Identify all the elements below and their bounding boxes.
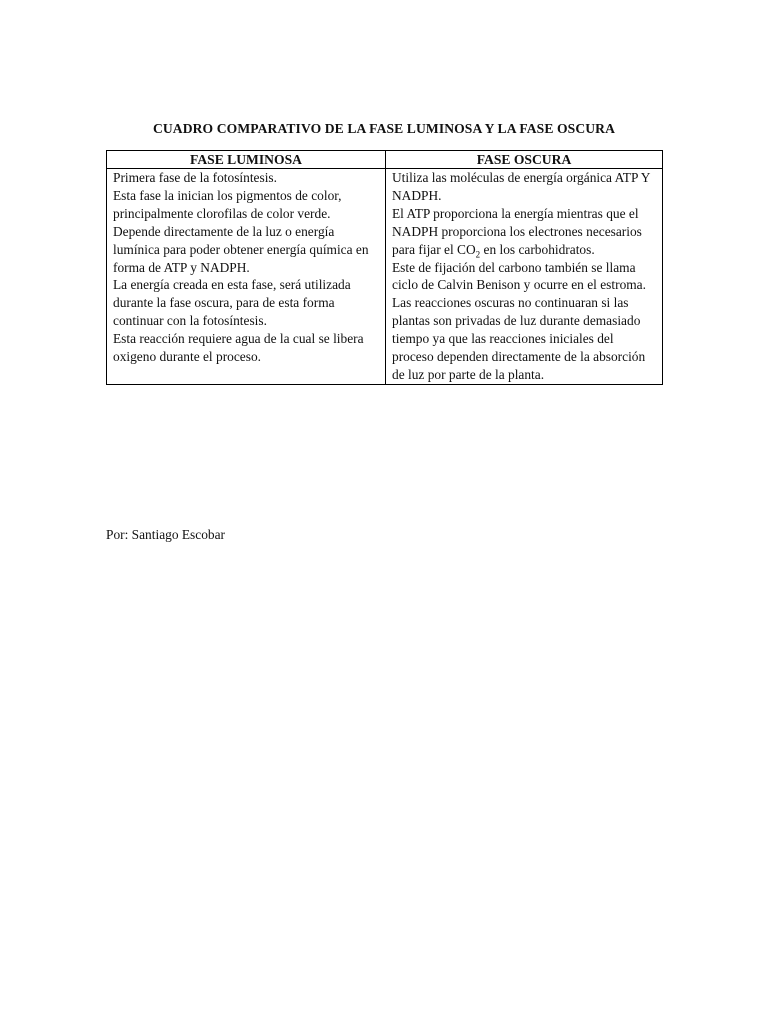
oscura-paragraph: Utiliza las moléculas de energía orgánica ATP Y NADPH. [392, 170, 650, 203]
document-title: CUADRO COMPARATIVO DE LA FASE LUMINOSA Y LA FASE OSCURA [152, 121, 616, 136]
comparison-table [106, 150, 663, 385]
luminosa-paragraph: Primera fase de la fotosíntesis. [113, 170, 277, 185]
author-line: Por: Santiago Escobar [106, 527, 226, 542]
luminosa-paragraph: Depende directamente de la luz o energía lumínica para poder obtener energía química en forma de ATP y NADPH. [113, 223, 369, 275]
oscura-text: El ATP proporciona la energía mientras que el NADPH proporciona los electrones necesarios para fijar el CO [392, 205, 642, 257]
luminosa-paragraph: Esta fase la inician los pigmentos de color, principalmente clorofilas de color verde. [113, 187, 342, 221]
table-header-row [107, 151, 663, 169]
luminosa-paragraph: La energía creada en esta fase, será utilizada durante la fase oscura, para de esta forma continuar con la fotosíntesis. [113, 277, 351, 329]
oscura-paragraph: Este de fijación del carbono también se llama ciclo de Calvin Benison y ocurre en el estroma. [392, 259, 646, 293]
oscura-paragraph [392, 205, 657, 259]
header-fase-oscura: FASE OSCURA [386, 151, 663, 169]
oscura-text: en los carbohidratos. [480, 241, 595, 257]
table-row [107, 169, 663, 385]
subscript-two: 2 [475, 249, 481, 260]
cell-fase-oscura [386, 169, 663, 385]
oscura-paragraph: Las reacciones oscuras no continuaran si las plantas son privadas de luz durante demasiado tiempo ya que las reacciones iniciales del proceso dependen directamente de la absorción de luz por parte de la planta. [392, 295, 646, 382]
luminosa-paragraph: Esta reacción requiere agua de la cual se libera oxigeno durante el proceso. [113, 331, 364, 365]
header-fase-luminosa: FASE LUMINOSA [107, 151, 386, 169]
cell-fase-luminosa [107, 169, 386, 385]
